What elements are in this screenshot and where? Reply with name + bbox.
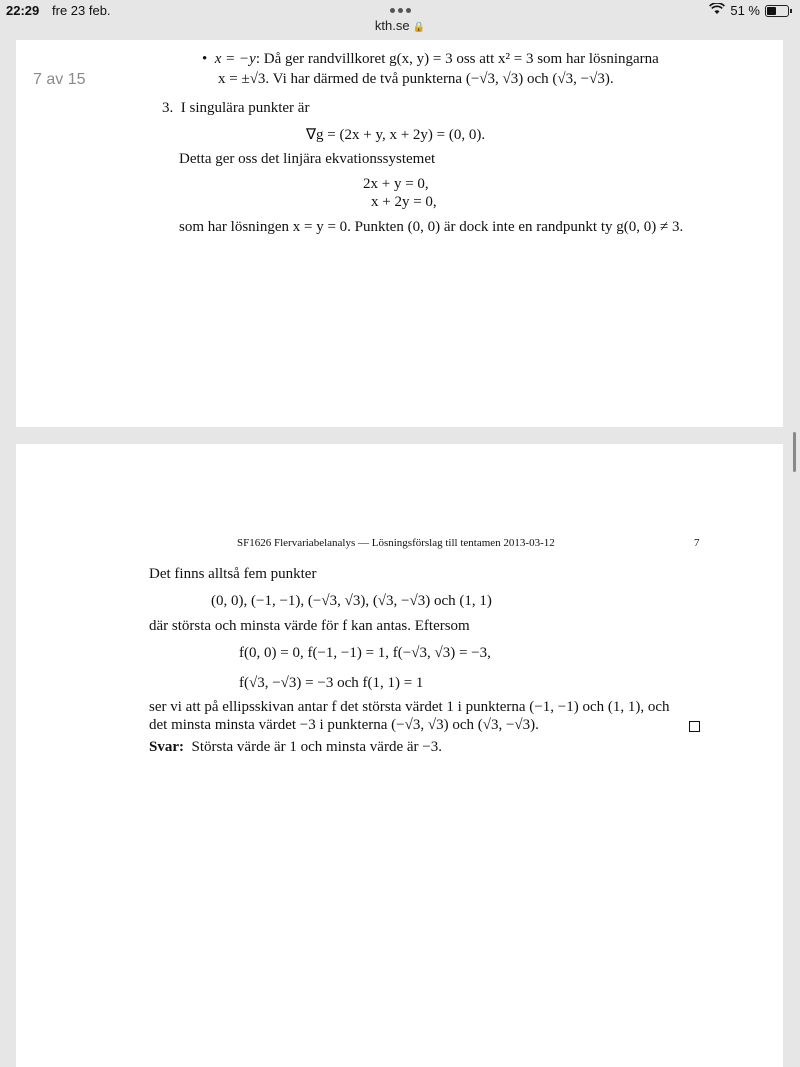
text-five-points: Det finns alltså fem punkter xyxy=(149,566,317,582)
page-header-title: SF1626 Flervariabelanalys — Lösningsförslag till tentamen 2013-03-12 xyxy=(237,537,555,549)
qed-box-icon xyxy=(689,721,700,732)
scrollbar[interactable] xyxy=(793,432,796,472)
bullet-icon: • xyxy=(202,51,215,67)
points-list: (0, 0), (−1, −1), (−√3, √3), (√3, −√3) och (1, 1) xyxy=(211,593,492,609)
equation-2: x + 2y = 0, xyxy=(371,194,437,210)
conclusion-line-2: det minsta minsta värdet −3 i punkterna (−√3, √3) och (√3, −√3). xyxy=(149,717,539,733)
page-counter: 7 av 15 xyxy=(33,71,86,88)
address-bar[interactable] xyxy=(0,18,800,40)
function-values-1: f(0, 0) = 0, f(−1, −1) = 1, f(−√3, √3) = −3, xyxy=(239,645,491,661)
url-text: kth.se xyxy=(374,18,410,33)
lock-icon: 🔒 xyxy=(412,22,426,33)
answer-line xyxy=(149,739,442,756)
clock-time: 22:29 xyxy=(6,3,40,18)
system-intro: Detta ger oss det linjära ekvationssystemet xyxy=(179,151,436,167)
conclusion-line-1: ser vi att på ellipsskivan antar f det största värdet 1 i punkterna (−1, −1) och (1, 1), och xyxy=(149,699,670,715)
bullet-line-1: • x = −y: Då ger randvillkoret g(x, y) = 3 oss att x² = 3 som har lösningarna xyxy=(202,51,659,67)
bullet-case: x = −y xyxy=(214,51,256,67)
item-3: 3. I singulära punkter är xyxy=(162,100,310,116)
page-header-number: 7 xyxy=(694,537,700,549)
battery-icon xyxy=(765,5,789,17)
equation-1: 2x + y = 0, xyxy=(363,176,429,192)
text-extreme-values: där största och minsta värde för f kan antas. Eftersom xyxy=(149,618,470,634)
multitasking-dots-icon[interactable] xyxy=(390,8,411,13)
answer-label: Svar: xyxy=(149,739,184,755)
function-values-2: f(√3, −√3) = −3 och f(1, 1) = 1 xyxy=(239,675,424,691)
conclusion-line: som har lösningen x = y = 0. Punkten (0, 0) är dock inte en randpunkt ty g(0, 0) ≠ 3. xyxy=(179,219,684,235)
battery-percent: 51 % xyxy=(730,3,760,18)
gradient-equation: ∇g = (2x + y, x + 2y) = (0, 0). xyxy=(306,127,486,143)
wifi-icon xyxy=(709,3,725,18)
clock-date: fre 23 feb. xyxy=(52,3,111,18)
bullet-line-2: x = ±√3. Vi har därmed de två punkterna (−√3, √3) och (√3, −√3). xyxy=(218,71,614,87)
answer-text: Största värde är 1 och minsta värde är −3. xyxy=(191,739,442,755)
